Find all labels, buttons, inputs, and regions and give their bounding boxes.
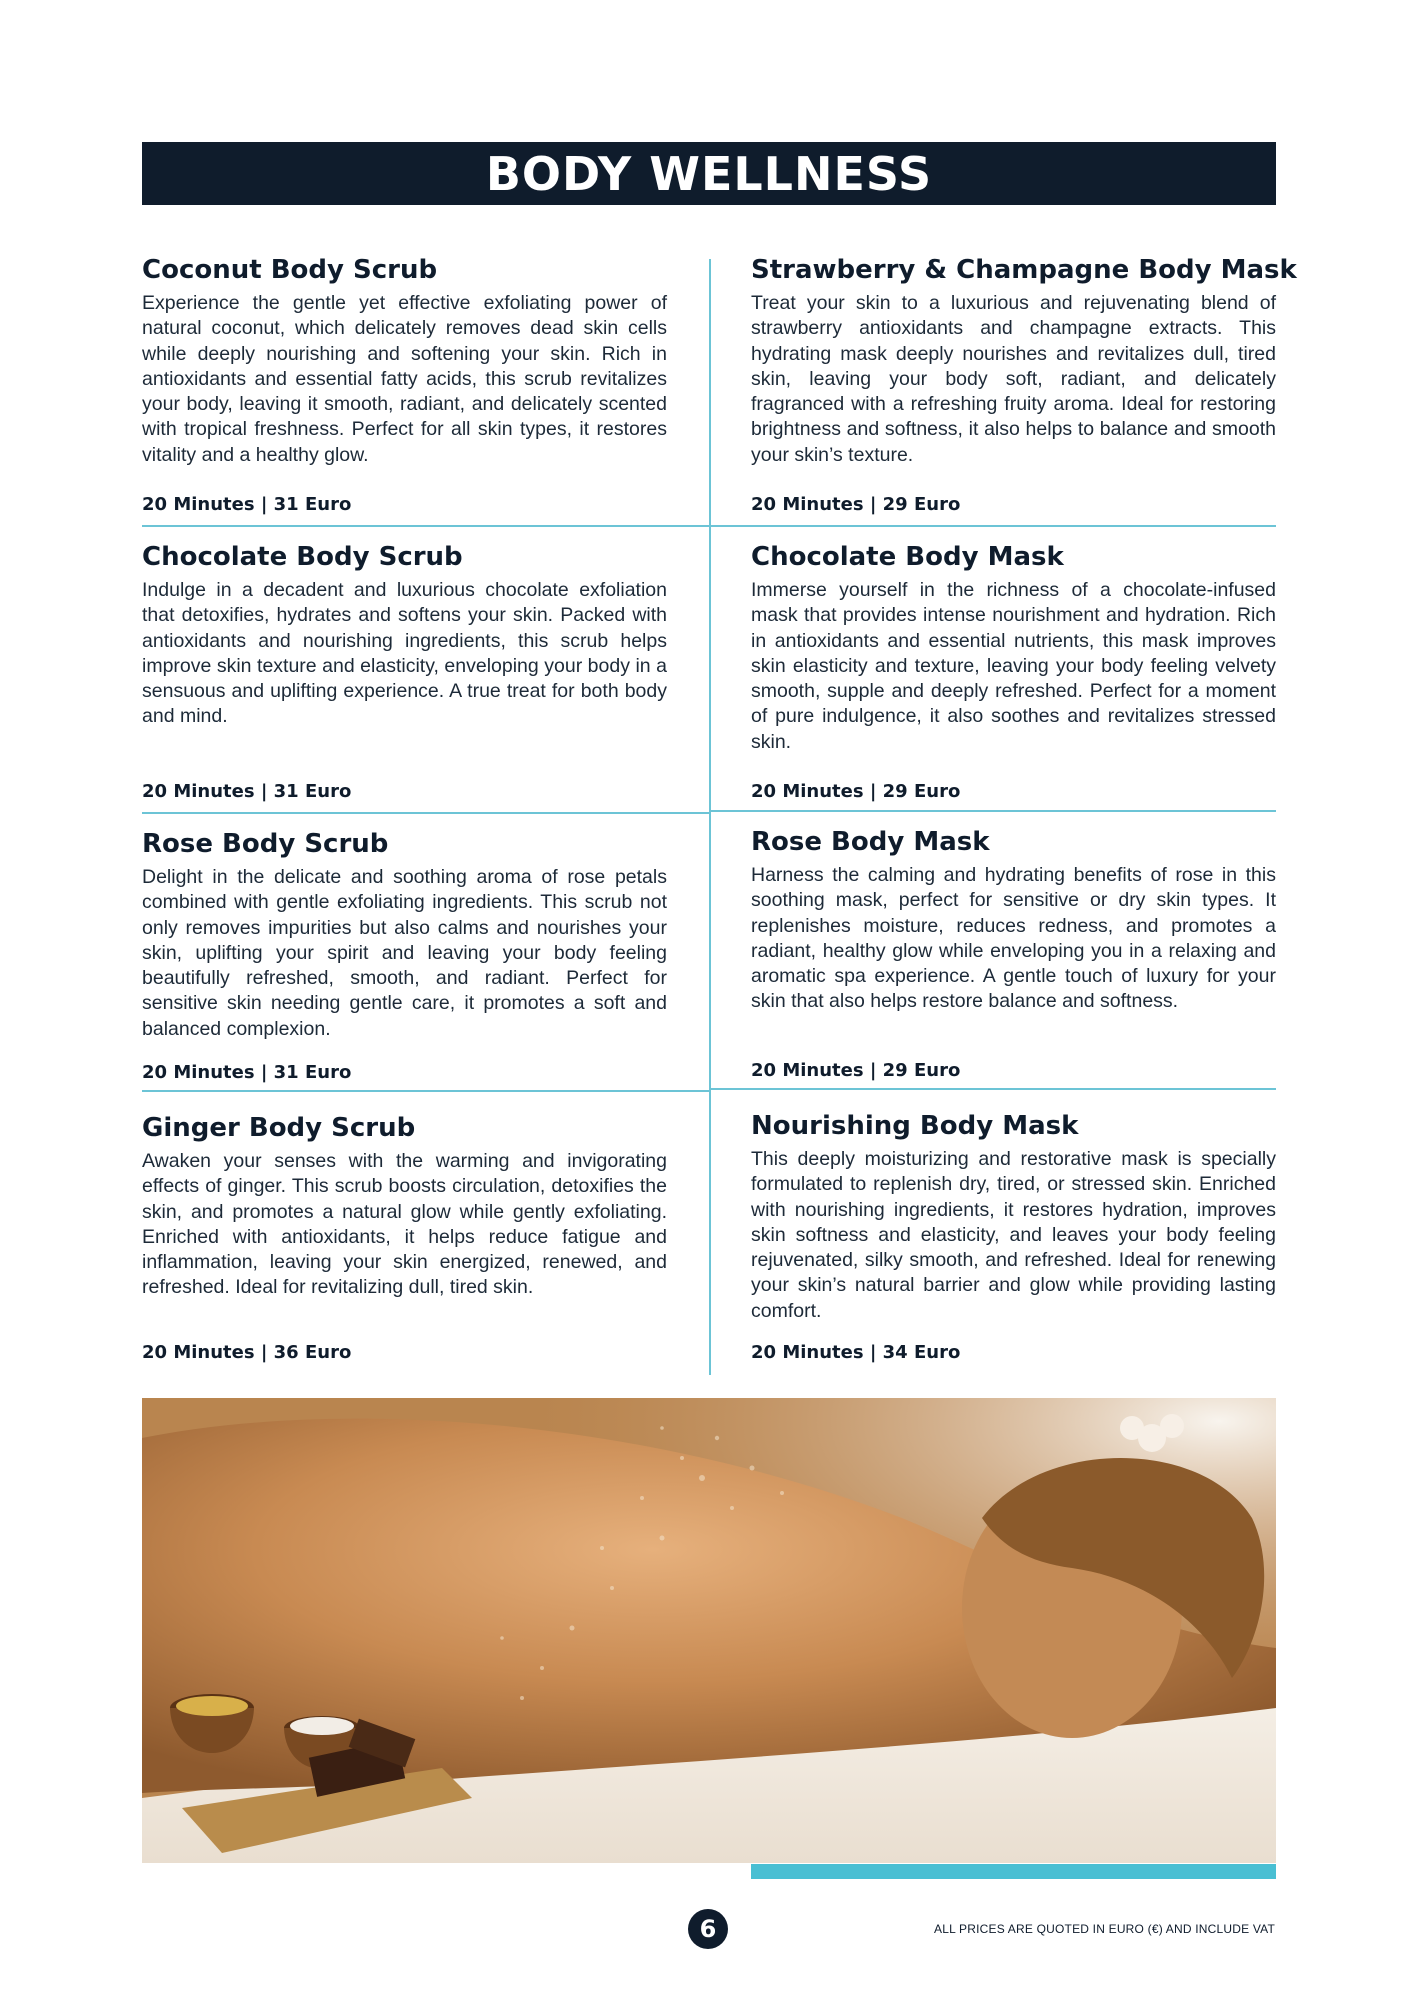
treatment-price: 20 Minutes | 29 Euro bbox=[751, 1060, 961, 1081]
treatment-description: Experience the gentle yet effective exfoliating power of natural coconut, which delicately removes dead skin cells while deeply nourishing and softening your skin. Rich in antioxidants and essential fatty acids, this scrub revitalizes your body, leaving it smooth, radiant, and delicately scented with tropical freshness. Perfect for all skin types, it restores vitality and a healthy glow. bbox=[142, 292, 667, 466]
treatment-rose-body-mask bbox=[751, 827, 1276, 1093]
row-divider bbox=[142, 525, 710, 527]
treatment-nourishing-body-mask bbox=[751, 1111, 1276, 1375]
treatment-description: Treat your skin to a luxurious and rejuvenating blend of strawberry antioxidants and champagne extracts. This hydrating mask deeply nourishes and revitalizes dull, tired skin, leaving your body soft, radiant, and delicately fragranced with a refreshing fruity aroma. Ideal for restoring brightness and softness, it also helps to balance and smooth your skin’s texture. bbox=[751, 292, 1276, 466]
treatment-title: Coconut Body Scrub bbox=[142, 255, 438, 285]
treatment-price: 20 Minutes | 34 Euro bbox=[751, 1342, 961, 1363]
treatment-title: Nourishing Body Mask bbox=[751, 1111, 1079, 1141]
treatment-price: 20 Minutes | 31 Euro bbox=[142, 781, 352, 802]
treatment-description: Indulge in a decadent and luxurious chocolate exfoliation that detoxifies, hydrates and softens your skin. Packed with antioxidants and nourishing ingredients, this scrub helps improve skin texture and elasticity, enveloping your body in a sensuous and uplifting experience. A true treat for both body and mind. bbox=[142, 579, 667, 728]
treatment-title: Ginger Body Scrub bbox=[142, 1113, 416, 1143]
treatment-description: Delight in the delicate and soothing aroma of rose petals combined with gentle exfoliating ingredients. This scrub not only removes impurities but also calms and nourishes your skin, uplifting your spirit and leaving your body feeling beautifully refreshed, smooth, and radiant. Perfect for sensitive skin needing gentle care, it promotes a soft and balanced complexion. bbox=[142, 866, 667, 1040]
treatment-price: 20 Minutes | 29 Euro bbox=[751, 781, 961, 802]
treatment-chocolate-body-mask bbox=[751, 542, 1276, 814]
row-divider bbox=[142, 812, 710, 814]
treatment-title: Rose Body Scrub bbox=[142, 829, 389, 859]
treatment-rose-body-scrub bbox=[142, 829, 667, 1095]
column-divider bbox=[709, 259, 711, 1375]
treatment-description: Harness the calming and hydrating benefits of rose in this soothing mask, perfect for sensitive or dry skin types. It replenishes moisture, reduces redness, and promotes a radiant, healthy glow while enveloping you in a relaxing and aromatic spa experience. A gentle touch of luxury for your skin that also helps restore balance and softness. bbox=[751, 864, 1276, 1013]
treatment-title: Chocolate Body Mask bbox=[751, 542, 1064, 572]
spa-treatment-photo bbox=[142, 1398, 1276, 1863]
row-divider bbox=[710, 1088, 1276, 1090]
page-number: 6 bbox=[688, 1909, 728, 1949]
treatment-coconut-body-scrub bbox=[142, 255, 667, 527]
treatment-description: This deeply moisturizing and restorative mask is specially formulated to replenish dry, tired, or stressed skin. Enriched with nourishing ingredients, it restores hydration, improves skin softness and elasticity, and leaves your body feeling rejuvenated, silky smooth, and refreshed. Ideal for renewing your skin’s natural barrier and glow while providing lasting comfort. bbox=[751, 1148, 1276, 1322]
treatment-chocolate-body-scrub bbox=[142, 542, 667, 814]
row-divider bbox=[710, 525, 1276, 527]
treatment-price: 20 Minutes | 36 Euro bbox=[142, 1342, 352, 1363]
row-divider bbox=[142, 1090, 710, 1092]
treatment-price: 20 Minutes | 31 Euro bbox=[142, 494, 352, 515]
treatment-title: Strawberry & Champagne Body Mask bbox=[751, 255, 1297, 285]
title-banner bbox=[142, 142, 1276, 205]
price-note: ALL PRICES ARE QUOTED IN EURO (€) AND INCLUDE VAT bbox=[934, 1922, 1275, 1936]
treatment-title: Chocolate Body Scrub bbox=[142, 542, 463, 572]
treatment-grid bbox=[142, 255, 1297, 1375]
treatment-description: Immerse yourself in the richness of a chocolate-infused mask that provides intense nourishment and hydration. Rich in antioxidants and essential nutrients, this mask improves skin elasticity and texture, leaving your body feeling velvety smooth, supple and deeply refreshed. Perfect for a moment of pure indulgence, it also soothes and revitalizes stressed skin. bbox=[751, 579, 1276, 753]
treatment-description: Awaken your senses with the warming and invigorating effects of ginger. This scrub boosts circulation, detoxifies the skin, and promotes a natural glow while gently exfoliating. Enriched with antioxidants, it helps reduce fatigue and inflammation, leaving your skin energized, renewed, and refreshed. Ideal for revitalizing dull, tired skin. bbox=[142, 1150, 667, 1299]
treatment-price: 20 Minutes | 29 Euro bbox=[751, 494, 961, 515]
treatment-price: 20 Minutes | 31 Euro bbox=[142, 1062, 352, 1083]
page-title: BODY WELLNESS bbox=[485, 146, 933, 201]
accent-bar bbox=[751, 1864, 1276, 1879]
treatment-ginger-body-scrub bbox=[142, 1113, 667, 1375]
treatment-strawberry-champagne-body-mask bbox=[751, 255, 1297, 527]
treatment-title: Rose Body Mask bbox=[751, 827, 990, 857]
row-divider bbox=[710, 810, 1276, 812]
